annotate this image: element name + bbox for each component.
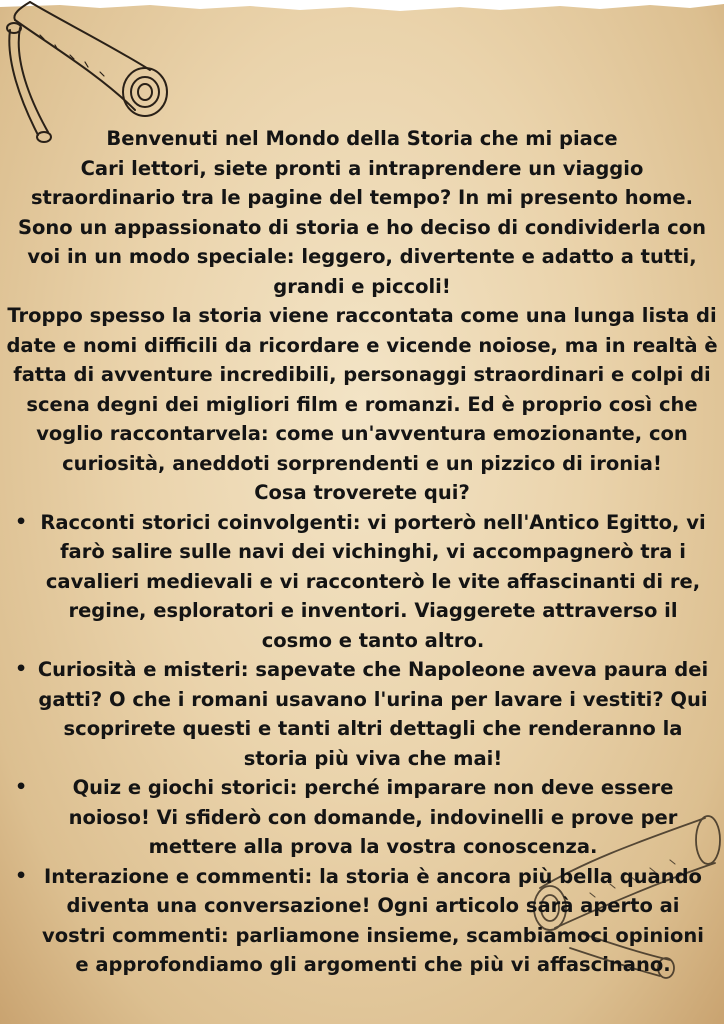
list-item bbox=[0, 773, 724, 862]
list-item bbox=[0, 655, 724, 773]
list-item-text: Curiosità e misteri: sapevate che Napoleone aveva paura dei gatti? O che i romani usavano l'urina per lavare i vestiti? Qui scoprirete questi e tanti altri dettagli che renderanno la storia più viva che mai! bbox=[37, 658, 709, 770]
section-subheading: Cosa troverete qui? bbox=[254, 481, 470, 504]
list-item bbox=[0, 862, 724, 980]
article-body bbox=[0, 124, 724, 980]
body-paragraph: Troppo spesso la storia viene raccontata come una lunga lista di date e nomi difficili da ricordare e vicende noiose, ma in realtà è fatta di avventure incredibili, personaggi straordinari e colpi di scena degni dei migliori film e romanzi. Ed è proprio così che voglio raccontarvela: come un'avventura emozionante, con curiosità, aneddoti sorprendenti e un pizzico di ironia! bbox=[6, 304, 718, 475]
article-title: Benvenuti nel Mondo della Storia che mi piace bbox=[106, 127, 618, 150]
bullet-marker: • bbox=[15, 864, 28, 887]
features-list bbox=[0, 508, 724, 980]
bullet-marker: • bbox=[15, 776, 28, 798]
list-item-text: Racconti storici coinvolgenti: vi porterò nell'Antico Egitto, vi farò salire sulle navi dei vichinghi, vi accompagnerò tra i cavalieri medievali e vi racconterò le vite affascinanti di re, regine, esploratori e inventori. Viaggerete attraverso il cosmo e tanto altro. bbox=[40, 510, 706, 652]
list-item-text: Quiz e giochi storici: perché imparare non deve essere noioso! Vi sfiderò con domande, indovinelli e prove per mettere alla prova la vostra conoscenza. bbox=[68, 776, 678, 858]
list-item-text: Interazione e commenti: la storia è ancora più bella quando diventa una conversazione! Ogni articolo sarà aperto ai vostri commenti: parliamone insieme, scambiamoci opinioni e approfondiamo gli argomenti che più vi affascinano. bbox=[42, 864, 704, 976]
bullet-marker: • bbox=[15, 658, 28, 680]
bullet-marker: • bbox=[15, 510, 28, 533]
list-item bbox=[0, 508, 724, 656]
intro-paragraph: Cari lettori, siete pronti a intraprendere un viaggio straordinario tra le pagine del tempo? In mi presento home. Sono un appassionato di storia e ho deciso di condividerla con voi in un modo speciale: leggero, divertente e adatto a tutti, grandi e piccoli! bbox=[17, 156, 707, 298]
